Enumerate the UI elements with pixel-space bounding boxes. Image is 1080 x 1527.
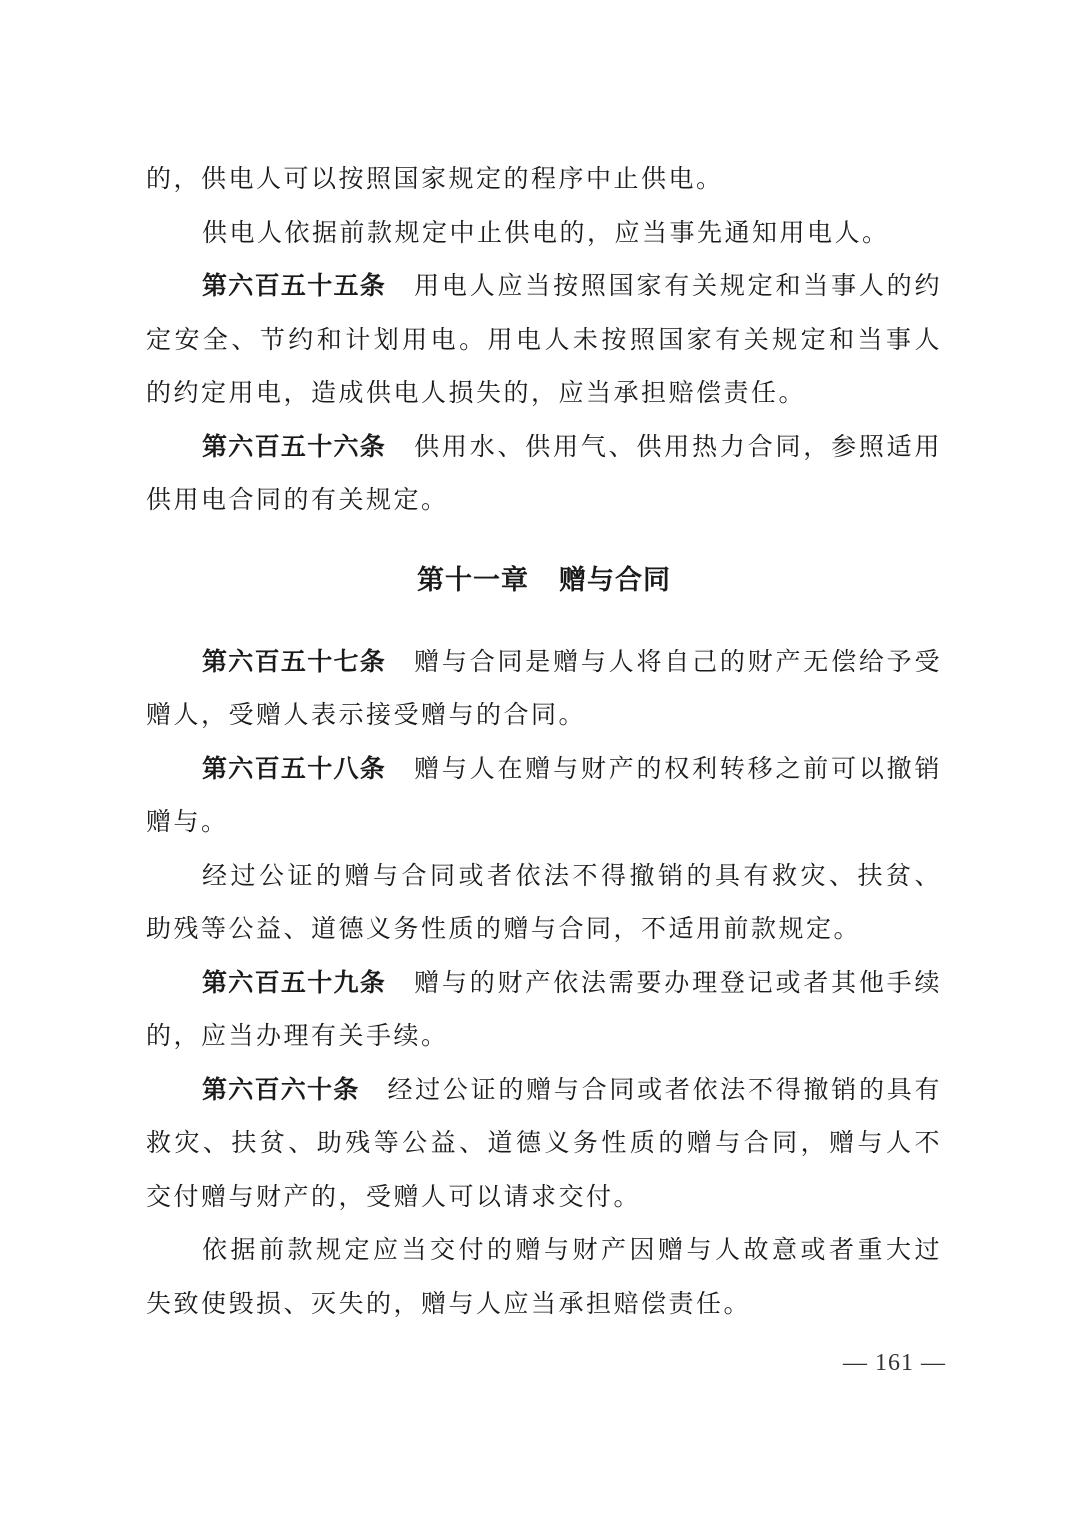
article-paragraph: [146, 742, 942, 849]
paragraph-text: 依据前款规定应当交付的赠与财产因赠与人故意或者重大过失致使毁损、灭失的，赠与人应当承担赔偿责任。: [146, 1235, 942, 1318]
article-number: 第六百五十八条: [202, 753, 387, 783]
paragraph-text: 的，供电人可以按照国家规定的程序中止供电。: [146, 164, 724, 193]
article-paragraph: [146, 1063, 942, 1224]
paragraph-text: 赠与的财产依法需要办理登记或者其他手续的，应当办理有关手续。: [146, 967, 942, 1050]
paragraph-text: 供电人依据前款规定中止供电的，应当事先通知用电人。: [202, 217, 890, 247]
paragraph: [146, 152, 942, 206]
paragraph-text: 供用水、供用气、供用热力合同，参照适用供用电合同的有关规定。: [146, 431, 942, 514]
paragraph-text: 赠与合同是赠与人将自己的财产无偿给予受赠人，受赠人表示接受赠与的合同。: [146, 646, 942, 729]
chapter-title: 赠与合同: [559, 564, 671, 596]
paragraph-text: 用电人应当按照国家有关规定和当事人的约定安全、节约和计划用电。用电人未按照国家有关规定和当事人的约定用电，造成供电人损失的，应当承担赔偿责任。: [146, 271, 942, 407]
article-number: 第六百五十六条: [202, 431, 387, 461]
paragraph: [146, 1223, 942, 1330]
body-text: [146, 152, 942, 1330]
article-paragraph: [146, 956, 942, 1063]
paragraph: [146, 849, 942, 956]
article-paragraph: [146, 635, 942, 742]
chapter-number: 第十一章: [417, 564, 529, 596]
article-number: 第六百五十五条: [202, 271, 387, 300]
paragraph-text: 经过公证的赠与合同或者依法不得撤销的具有救灾、扶贫、助残等公益、道德义务性质的赠与合同，赠与人不交付赠与财产的，受赠人可以请求交付。: [146, 1074, 942, 1211]
paragraph-text: 赠与人在赠与财产的权利转移之前可以撤销赠与。: [146, 753, 942, 836]
paragraph: [146, 206, 942, 260]
article-number: 第六百六十条: [202, 1074, 360, 1104]
article-number: 第六百五十九条: [202, 967, 387, 997]
article-number: 第六百五十七条: [202, 646, 387, 676]
chapter-heading: [146, 527, 942, 635]
paragraph-text: 经过公证的赠与合同或者依法不得撤销的具有救灾、扶贫、助残等公益、道德义务性质的赠与合同，不适用前款规定。: [146, 860, 942, 943]
page-number: — 161 —: [843, 1350, 946, 1376]
article-paragraph: [146, 420, 942, 527]
article-paragraph: [146, 259, 942, 420]
